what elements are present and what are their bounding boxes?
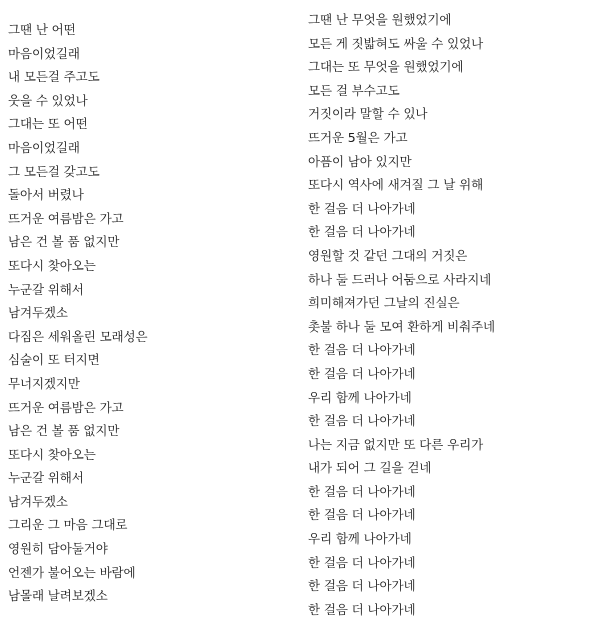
lyric-line: 또다시 찾아오는	[8, 257, 96, 273]
lyric-line: 한 걸음 더 나아가네	[308, 224, 416, 240]
lyric-line: 한 걸음 더 나아가네	[308, 483, 416, 499]
lyric-line: 한 걸음 더 나아가네	[308, 578, 416, 594]
lyric-line: 다짐은 세워올린 모래성은	[8, 328, 148, 344]
lyric-line: 그대는 또 무엇을 원했었기에	[308, 59, 464, 75]
lyric-line: 마음이었길래	[8, 45, 80, 61]
lyric-line: 우리 함께 나아가네	[308, 531, 412, 547]
lyric-line: 우리 함께 나아가네	[308, 389, 412, 405]
lyric-line: 뜨거운 여름밤은 가고	[8, 210, 124, 226]
lyric-line: 뜨거운 5월은 가고	[308, 129, 408, 145]
lyrics-column-right	[300, 0, 600, 621]
lyrics-column-left	[0, 0, 300, 608]
lyric-line: 아픔이 남아 있지만	[308, 153, 412, 169]
lyric-line: 언젠가 불어오는 바람에	[8, 564, 136, 580]
lyric-line: 영원히 담아둘거야	[8, 541, 108, 557]
lyric-line: 무너지겠지만	[8, 375, 80, 391]
lyric-line: 그대는 또 어떤	[8, 116, 88, 132]
lyric-line: 남은 건 볼 품 없지만	[8, 234, 120, 250]
lyric-line: 한 걸음 더 나아가네	[308, 200, 416, 216]
lyric-line: 남몰래 날려보겠소	[8, 588, 108, 604]
lyric-line: 또다시 찾아오는	[8, 446, 96, 462]
lyric-line: 내 모든걸 주고도	[8, 69, 100, 85]
lyric-line: 남겨두겠소	[8, 305, 68, 321]
lyric-line: 뜨거운 여름밤은 가고	[8, 399, 124, 415]
lyric-line: 남겨두겠소	[8, 493, 68, 509]
lyric-line: 누군갈 위해서	[8, 470, 84, 486]
lyric-line: 모든 게 짓밟혀도 싸울 수 있었나	[308, 35, 484, 51]
lyric-line: 그 모든걸 갖고도	[8, 163, 100, 179]
lyric-line: 거짓이라 말할 수 있나	[308, 106, 428, 122]
lyric-line: 한 걸음 더 나아가네	[308, 507, 416, 523]
lyric-line: 한 걸음 더 나아가네	[308, 413, 416, 429]
lyric-line: 희미해져가던 그날의 진실은	[308, 295, 460, 311]
lyric-line: 한 걸음 더 나아가네	[308, 365, 416, 381]
lyric-line: 한 걸음 더 나아가네	[308, 342, 416, 358]
lyric-line: 웃을 수 있었나	[8, 92, 88, 108]
lyric-line: 하나 둘 드러나 어둠으로 사라지네	[308, 271, 492, 287]
lyric-line: 한 걸음 더 나아가네	[308, 554, 416, 570]
lyric-line: 모든 걸 부수고도	[308, 82, 400, 98]
lyric-line: 남은 건 볼 품 없지만	[8, 423, 120, 439]
lyric-line: 내가 되어 그 길을 걷네	[308, 460, 432, 476]
lyric-line: 돌아서 버렸나	[8, 187, 84, 203]
lyric-line: 그리운 그 마음 그대로	[8, 517, 128, 533]
lyric-line: 영원할 것 같던 그대의 거짓은	[308, 247, 468, 263]
lyric-line: 마음이었길래	[8, 139, 80, 155]
lyric-line: 또다시 역사에 새겨질 그 날 위해	[308, 177, 484, 193]
lyric-line: 한 걸음 더 나아가네	[308, 601, 416, 617]
lyric-line: 그땐 난 무엇을 원했었기에	[308, 12, 452, 27]
lyric-line: 심술이 또 터지면	[8, 352, 100, 368]
lyric-line: 그땐 난 어떤	[8, 22, 76, 37]
lyric-line: 누군갈 위해서	[8, 281, 84, 297]
lyric-line: 나는 지금 없지만 또 다른 우리가	[308, 436, 484, 452]
lyric-line: 촛불 하나 둘 모여 환하게 비춰주네	[308, 318, 496, 334]
